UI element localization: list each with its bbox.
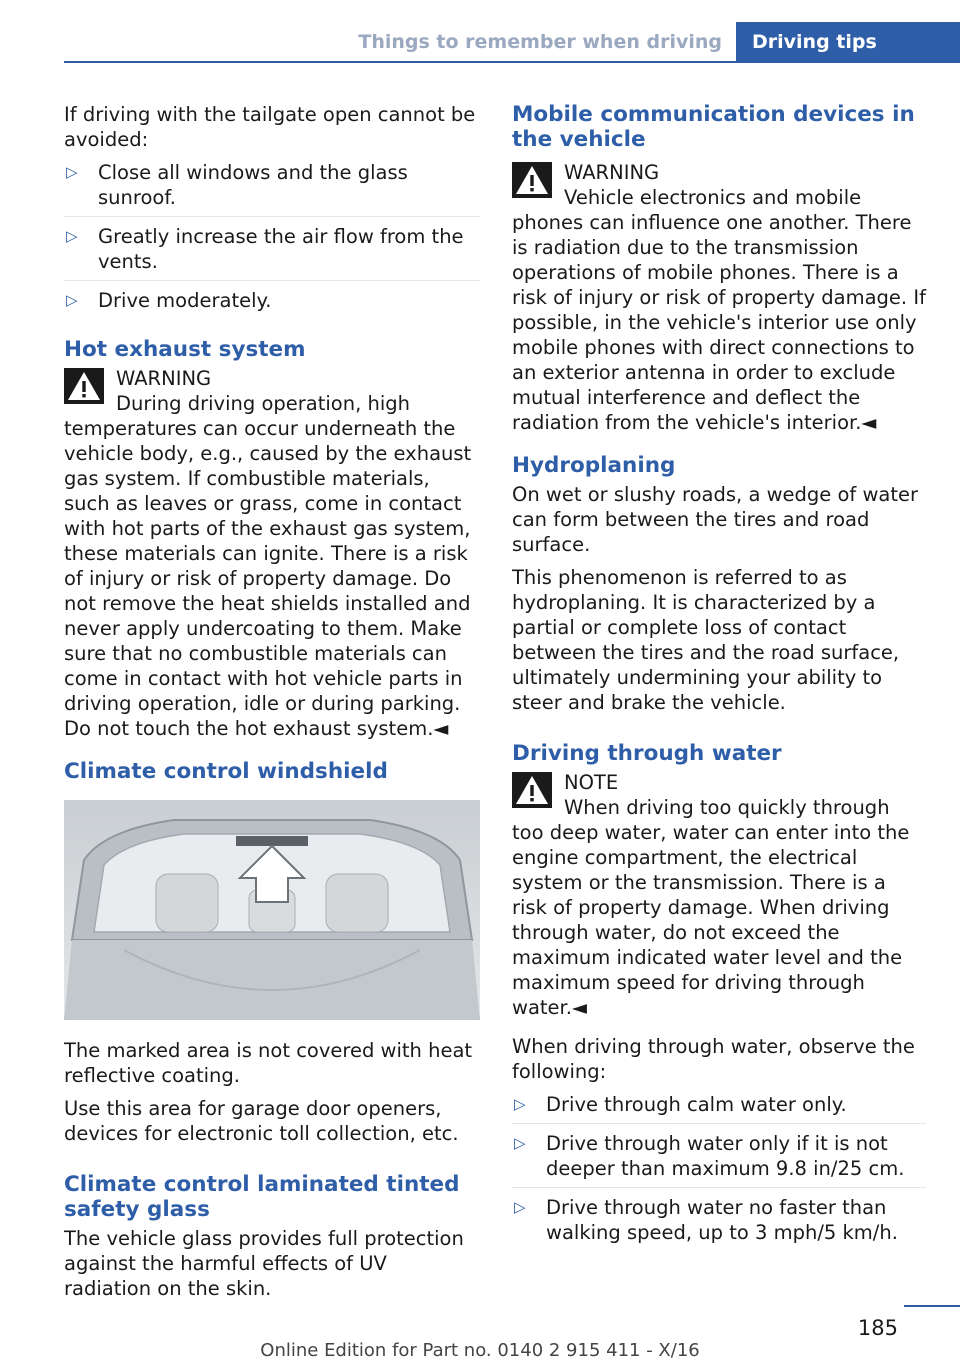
triangle-bullet-icon: ▷: [514, 1198, 526, 1216]
note-driving-water: [512, 770, 926, 1020]
list-item: ▷ Drive through water no faster than walking speed, up to 3 mph/5 km/h.: [514, 1196, 898, 1244]
header-rule: [64, 61, 960, 63]
water-list: [512, 1092, 926, 1251]
list-item: ▷ Drive moderately.: [66, 289, 272, 312]
warning-triangle-icon: [512, 162, 552, 198]
triangle-bullet-icon: ▷: [66, 227, 78, 245]
warning-label: WARNING: [564, 161, 660, 184]
footer-edition: Online Edition for Part no. 0140 2 915 411 - X/16: [260, 1340, 700, 1361]
list-item: ▷ Close all windows and the glass sunroof.: [64, 160, 480, 217]
heading-mobile-devices: Mobile communication devices in the vehicle: [512, 102, 915, 152]
heading-tinted-glass: Climate control laminated tinted safety glass: [64, 1172, 460, 1222]
heading-hydroplaning: Hydroplaning: [512, 453, 676, 478]
list-item: ▷ Drive through water only if it is not deeper than maximum 9.8 in/25 cm.: [512, 1131, 926, 1188]
warning-hot-exhaust: [64, 366, 480, 741]
windshield-p1: The marked area is not covered with heat reflective coating.: [64, 1039, 473, 1087]
note-text: When driving too quickly through too deep water, water can enter into the engine compartment, the electrical system or the transmission. There is a risk of property damage. When driving through water, do not exceed the maximum indicated water level and the maximum speed for driving through water.◄: [512, 796, 910, 1019]
triangle-bullet-icon: ▷: [66, 291, 78, 309]
windshield-illustration: [64, 800, 480, 1020]
windshield-p2: Use this area for garage door openers, devices for electronic toll collection, etc.: [64, 1097, 459, 1145]
warning-triangle-icon: [64, 368, 104, 404]
list-item: ▷ Greatly increase the air flow from the vents.: [64, 224, 480, 281]
note-label: NOTE: [564, 771, 619, 794]
right-column: [512, 102, 926, 1259]
triangle-bullet-icon: ▷: [514, 1134, 526, 1152]
warning-text: During driving operation, high temperatures can occur underneath the vehicle body, e.g., caused by the exhaust gas system. If combustible materials, such as leaves or grass, come in contact with hot parts of the exhaust gas system, these materials can ignite. There is a risk of injury or risk of property damage. Do not remove the heat shields installed and never apply undercoating to them. Make sure that no combustible materials can come in contact with hot vehicle parts in driving operation, idle or during parking. Do not touch the hot exhaust system.◄: [64, 392, 472, 740]
left-column: [64, 102, 480, 1309]
triangle-bullet-icon: ▷: [514, 1095, 526, 1113]
tailgate-list: [64, 160, 480, 319]
heading-driving-water: Driving through water: [512, 741, 782, 766]
tailgate-intro: If driving with the tailgate open cannot be avoided:: [64, 103, 476, 151]
warning-mobile: [512, 160, 926, 435]
page-number: 185: [857, 1316, 898, 1340]
triangle-bullet-icon: ▷: [66, 163, 78, 181]
hydroplaning-p1: On wet or slushy roads, a wedge of water can form between the tires and road surface.: [512, 483, 919, 556]
tinted-glass-p1: The vehicle glass provides full protection against the harmful effects of UV radiation on the skin.: [64, 1227, 464, 1300]
water-intro: When driving through water, observe the following:: [512, 1035, 915, 1083]
warning-label: WARNING: [116, 367, 212, 390]
warning-text: Vehicle electronics and mobile phones can influence one another. There is radiation due to the transmission operations of mobile phones. There is a risk of injury or risk of property damage. If possible, in the vehicle's interior use only mobile phones with direct connections to an exterior antenna in order to exclude mutual interference and deflect the radiation from the vehicle's interior.◄: [512, 186, 926, 434]
footer-rule: [904, 1305, 960, 1307]
heading-hot-exhaust: Hot exhaust system: [64, 337, 306, 362]
list-item: ▷ Drive through calm water only.: [512, 1092, 926, 1124]
header-chapter-tab: Driving tips: [736, 22, 960, 63]
warning-triangle-icon: [512, 772, 552, 808]
header-section-title: Things to remember when driving: [358, 31, 722, 53]
heading-climate-windshield: Climate control windshield: [64, 759, 388, 784]
hydroplaning-p2: This phenomenon is referred to as hydroplaning. It is characterized by a partial or complete loss of contact between the tires and the road surface, ultimately undermining your ability to steer and brake the vehicle.: [512, 566, 900, 714]
page-header: [0, 22, 960, 62]
